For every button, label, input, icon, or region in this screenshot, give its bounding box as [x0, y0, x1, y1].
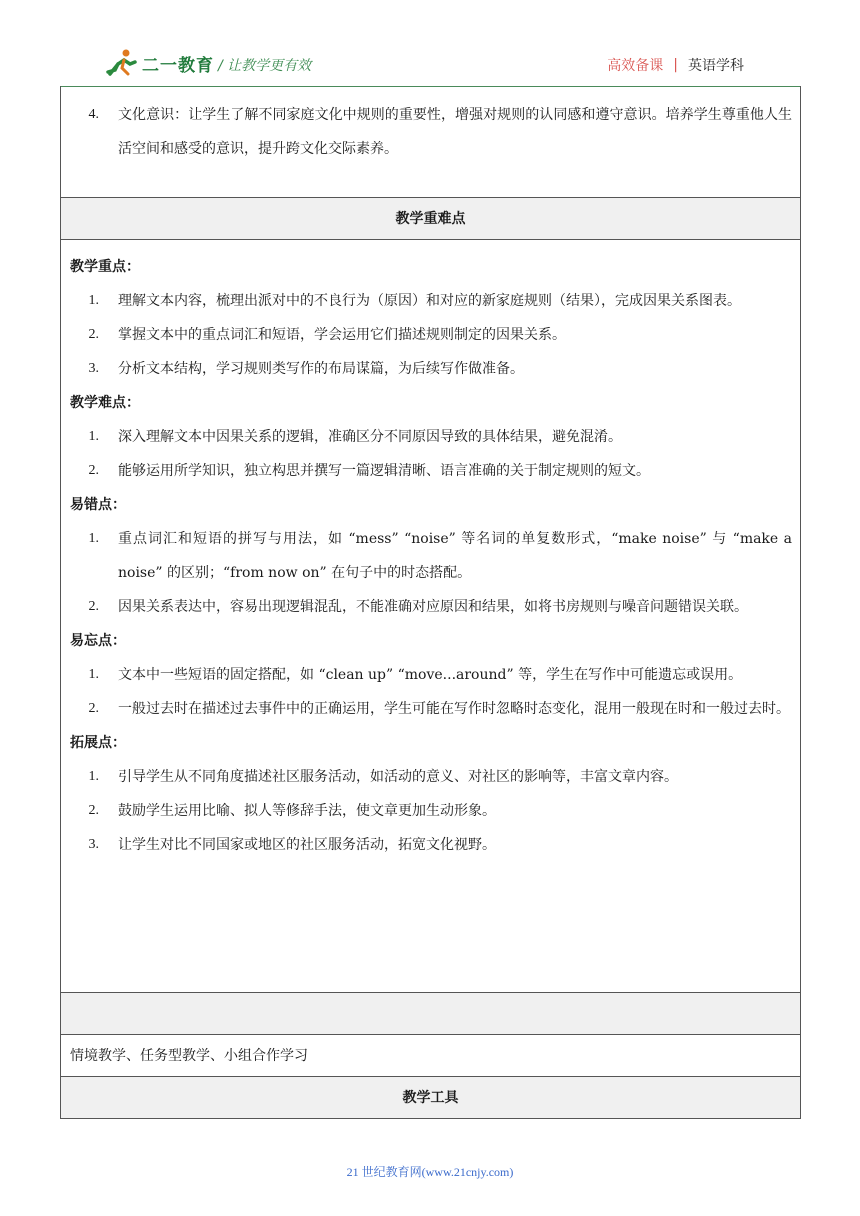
- item-text: 深入理解文本中因果关系的逻辑，准确区分不同原因导致的具体结果，避免混淆。: [118, 429, 622, 445]
- tools-header: 教学工具: [61, 1077, 800, 1119]
- item-number: 2.: [88, 463, 99, 478]
- list-item: [61, 318, 800, 352]
- item-number: 2.: [88, 803, 99, 818]
- list-item: [61, 420, 800, 454]
- page-header: [0, 0, 860, 92]
- item-number: 1.: [88, 667, 99, 682]
- item-number: 1.: [88, 429, 99, 444]
- list-item: [61, 794, 800, 828]
- key-points-header: 教学重难点: [61, 198, 800, 240]
- item-number: 4.: [88, 107, 99, 122]
- section-title-extension: 拓展点：: [70, 735, 126, 751]
- item-text: 鼓励学生运用比喻、拟人等修辞手法，使文章更加生动形象。: [118, 803, 496, 819]
- item-number: 3.: [88, 361, 99, 376]
- slogan: / 让教学更有效: [218, 58, 312, 74]
- methods-cell: 情境教学、任务型教学、小组合作学习: [61, 1035, 800, 1077]
- item-text: 文本中一些短语的固定搭配，如 “clean up” “move...around” 等，学生在写作中可能遗忘或误用。: [118, 667, 743, 683]
- list-item: [61, 522, 800, 590]
- item-text: 掌握文本中的重点词汇和短语，学会运用它们描述规则制定的因果关系。: [118, 327, 566, 343]
- item-number: 3.: [88, 837, 99, 852]
- item-text: 引导学生从不同角度描述社区服务活动，如活动的意义、对社区的影响等，丰富文章内容。: [118, 769, 678, 785]
- list-item: [61, 760, 800, 794]
- list-item: [61, 590, 800, 624]
- list-item: [61, 658, 800, 692]
- logo-text: 二一教育: [142, 55, 214, 76]
- item-number: 2.: [88, 327, 99, 342]
- objectives-continued-cell: [61, 86, 800, 198]
- list-item: [61, 454, 800, 488]
- list-item: [61, 98, 800, 166]
- item-text: 分析文本结构，学习规则类写作的布局谋篇，为后续写作做准备。: [118, 361, 524, 377]
- item-number: 1.: [88, 531, 99, 546]
- header-tags: [607, 55, 744, 75]
- item-text: 重点词汇和短语的拼写与用法，如 “mess” “noise” 等名词的单复数形式，“make noise” 与 “make a noise” 的区别；“from now on” 在句子中的时态搭配。: [118, 531, 792, 581]
- item-text: 因果关系表达中，容易出现逻辑混乱，不能准确对应原因和结果，如将书房规则与噪音问题错误关联。: [118, 599, 748, 615]
- logo: [104, 48, 214, 78]
- list-item: [61, 692, 800, 726]
- item-number: 1.: [88, 769, 99, 784]
- list-item: [61, 352, 800, 386]
- runner-logo-icon: [104, 48, 138, 78]
- header-tag-subject: 英语学科: [688, 58, 744, 74]
- section-title-error-prone: 易错点：: [70, 497, 126, 513]
- section-title-focus: 教学重点：: [70, 259, 140, 275]
- key-points-cell: [61, 240, 800, 993]
- list-item: [61, 828, 800, 862]
- section-title-difficulty: 教学难点：: [70, 395, 140, 411]
- item-number: 2.: [88, 599, 99, 614]
- header-separator: |: [673, 57, 678, 73]
- item-text: 一般过去时在描述过去事件中的正确运用，学生可能在写作时忽略时态变化，混用一般现在时和一般过去时。: [118, 701, 790, 717]
- section-title-easily-forgotten: 易忘点：: [70, 633, 126, 649]
- item-text: 能够运用所学知识，独立构思并撰写一篇逻辑清晰、语言准确的关于制定规则的短文。: [118, 463, 650, 479]
- item-number: 1.: [88, 293, 99, 308]
- item-number: 2.: [88, 701, 99, 716]
- list-item: [61, 284, 800, 318]
- item-text: 让学生对比不同国家或地区的社区服务活动，拓宽文化视野。: [118, 837, 496, 853]
- page-footer: 21 世纪教育网(www.21cnjy.com): [346, 1165, 514, 1179]
- lesson-table: [60, 86, 801, 1119]
- header-tag-efficient: 高效备课: [607, 58, 664, 74]
- item-text: 理解文本内容，梳理出派对中的不良行为（原因）和对应的新家庭规则（结果），完成因果关系图表。: [118, 293, 741, 309]
- item-text: 文化意识：让学生了解不同家庭文化中规则的重要性，增强对规则的认同感和遵守意识。培养学生尊重他人生活空间和感受的意识，提升跨文化交际素养。: [118, 107, 792, 157]
- methods-header: [61, 993, 800, 1035]
